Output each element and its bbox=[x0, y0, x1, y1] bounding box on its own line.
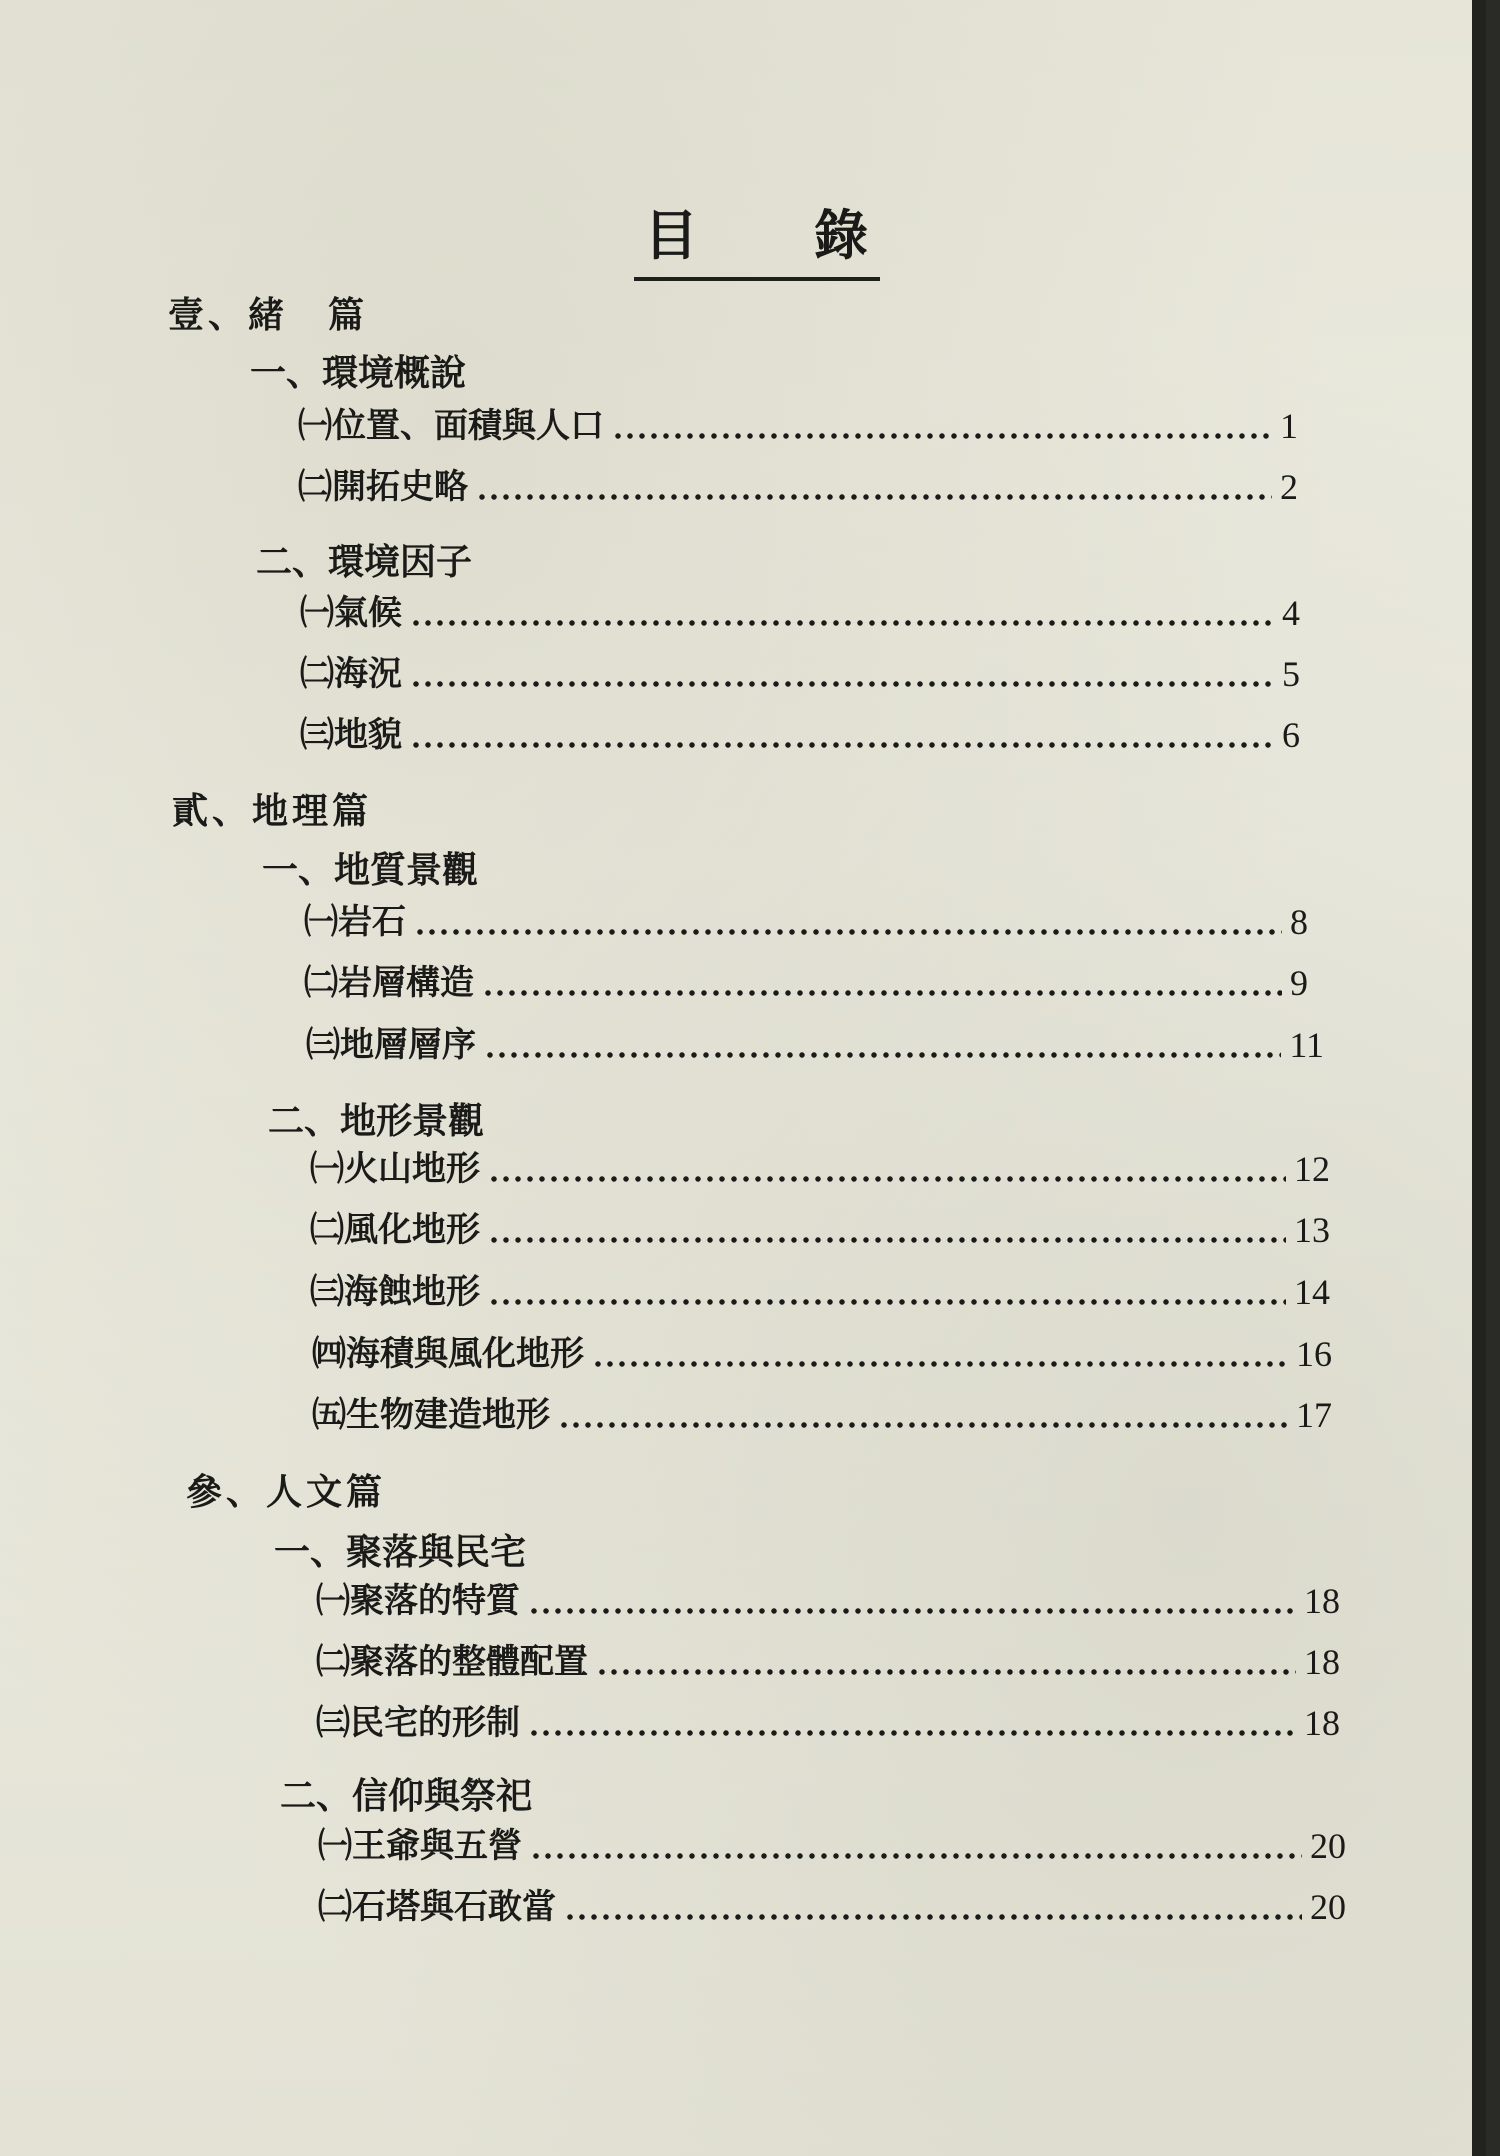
dot-leader bbox=[612, 398, 1272, 454]
page-number: 20 bbox=[1310, 1826, 1346, 1866]
toc-entry[interactable] bbox=[300, 707, 1300, 763]
entry-label: ㈤生物建造地形 bbox=[312, 1395, 550, 1435]
entry-label: ㈢民宅的形制 bbox=[316, 1703, 520, 1743]
toc-entry[interactable] bbox=[310, 1141, 1330, 1197]
dot-leader bbox=[592, 1326, 1288, 1382]
page-number: 11 bbox=[1289, 1025, 1324, 1065]
entry-label: ㈡石塔與石敢當 bbox=[318, 1887, 556, 1927]
page-number: 13 bbox=[1294, 1210, 1330, 1250]
toc-entry[interactable] bbox=[300, 585, 1300, 641]
dot-leader bbox=[476, 459, 1272, 515]
dot-leader bbox=[558, 1387, 1288, 1443]
title-char-2: 錄 bbox=[814, 203, 868, 267]
entry-label: ㈡岩層構造 bbox=[304, 963, 474, 1003]
page-number: 2 bbox=[1280, 467, 1298, 507]
toc-entry[interactable] bbox=[312, 1387, 1332, 1443]
subsection-heading: 二、環境因子 bbox=[256, 541, 473, 583]
entry-label: ㈠火山地形 bbox=[310, 1149, 480, 1189]
dot-leader bbox=[488, 1141, 1286, 1197]
dot-leader bbox=[488, 1202, 1286, 1258]
entry-label: ㈠岩石 bbox=[304, 902, 406, 942]
toc-entry[interactable] bbox=[310, 1264, 1330, 1320]
entry-label: ㈠位置、面積與人口 bbox=[298, 406, 604, 446]
page-number: 18 bbox=[1304, 1581, 1340, 1621]
entry-label: ㈢地貌 bbox=[300, 715, 402, 755]
subsection-heading: 一、環境概說 bbox=[250, 352, 467, 394]
page-number: 16 bbox=[1296, 1334, 1332, 1374]
page-number: 8 bbox=[1290, 902, 1308, 942]
dot-leader bbox=[482, 955, 1282, 1011]
entry-label: ㈢地層層序 bbox=[306, 1025, 476, 1065]
entry-label: ㈠氣候 bbox=[300, 593, 402, 633]
dot-leader bbox=[484, 1017, 1281, 1073]
toc-entry[interactable] bbox=[304, 955, 1308, 1011]
page-number: 5 bbox=[1282, 654, 1300, 694]
toc-entry[interactable] bbox=[304, 894, 1308, 950]
dot-leader bbox=[410, 707, 1274, 763]
toc-entry[interactable] bbox=[316, 1695, 1340, 1751]
toc-entry[interactable] bbox=[298, 459, 1298, 515]
page-number: 4 bbox=[1282, 593, 1300, 633]
toc-entry[interactable] bbox=[310, 1202, 1330, 1258]
title-char-1: 目 bbox=[644, 203, 698, 267]
page-number: 1 bbox=[1280, 406, 1298, 446]
entry-label: ㈡風化地形 bbox=[310, 1210, 480, 1250]
toc-entry[interactable] bbox=[318, 1879, 1346, 1935]
toc-entry[interactable] bbox=[298, 398, 1298, 454]
entry-label: ㈣海積與風化地形 bbox=[312, 1334, 584, 1374]
subsection-heading: 二、地形景觀 bbox=[268, 1100, 485, 1142]
entry-label: ㈡海況 bbox=[300, 654, 402, 694]
page-number: 20 bbox=[1310, 1887, 1346, 1927]
page-number: 18 bbox=[1304, 1703, 1340, 1743]
dot-leader bbox=[528, 1695, 1296, 1751]
dot-leader bbox=[414, 894, 1282, 950]
toc-entry[interactable] bbox=[306, 1017, 1324, 1073]
page-number: 17 bbox=[1296, 1395, 1332, 1435]
entry-label: ㈠王爺與五營 bbox=[318, 1826, 522, 1866]
dot-leader bbox=[564, 1879, 1302, 1935]
section-heading: 壹、緒 篇 bbox=[168, 294, 369, 336]
toc-entry[interactable] bbox=[300, 646, 1300, 702]
page-number: 9 bbox=[1290, 963, 1308, 1003]
page-number: 14 bbox=[1294, 1272, 1330, 1312]
page-number: 18 bbox=[1304, 1642, 1340, 1682]
toc-entry[interactable] bbox=[318, 1818, 1346, 1874]
toc-entry[interactable] bbox=[316, 1634, 1340, 1690]
dot-leader bbox=[530, 1818, 1302, 1874]
subsection-heading: 一、聚落與民宅 bbox=[274, 1531, 527, 1573]
section-heading: 貳、地理篇 bbox=[172, 790, 373, 832]
dot-leader bbox=[410, 585, 1274, 641]
entry-label: ㈢海蝕地形 bbox=[310, 1272, 480, 1312]
toc-entry[interactable] bbox=[316, 1573, 1340, 1629]
subsection-heading: 二、信仰與祭祀 bbox=[280, 1775, 533, 1817]
dot-leader bbox=[410, 646, 1274, 702]
section-heading: 參、人文篇 bbox=[186, 1471, 387, 1513]
dot-leader bbox=[596, 1634, 1296, 1690]
page-number: 12 bbox=[1294, 1149, 1330, 1189]
toc-entry[interactable] bbox=[312, 1326, 1332, 1382]
dot-leader bbox=[488, 1264, 1286, 1320]
page-title bbox=[634, 205, 880, 281]
dot-leader bbox=[528, 1573, 1296, 1629]
subsection-heading: 一、地質景觀 bbox=[262, 849, 479, 891]
page-number: 6 bbox=[1282, 715, 1300, 755]
entry-label: ㈡聚落的整體配置 bbox=[316, 1642, 588, 1682]
entry-label: ㈠聚落的特質 bbox=[316, 1581, 520, 1621]
page-edge bbox=[1472, 0, 1486, 2156]
entry-label: ㈡開拓史略 bbox=[298, 467, 468, 507]
